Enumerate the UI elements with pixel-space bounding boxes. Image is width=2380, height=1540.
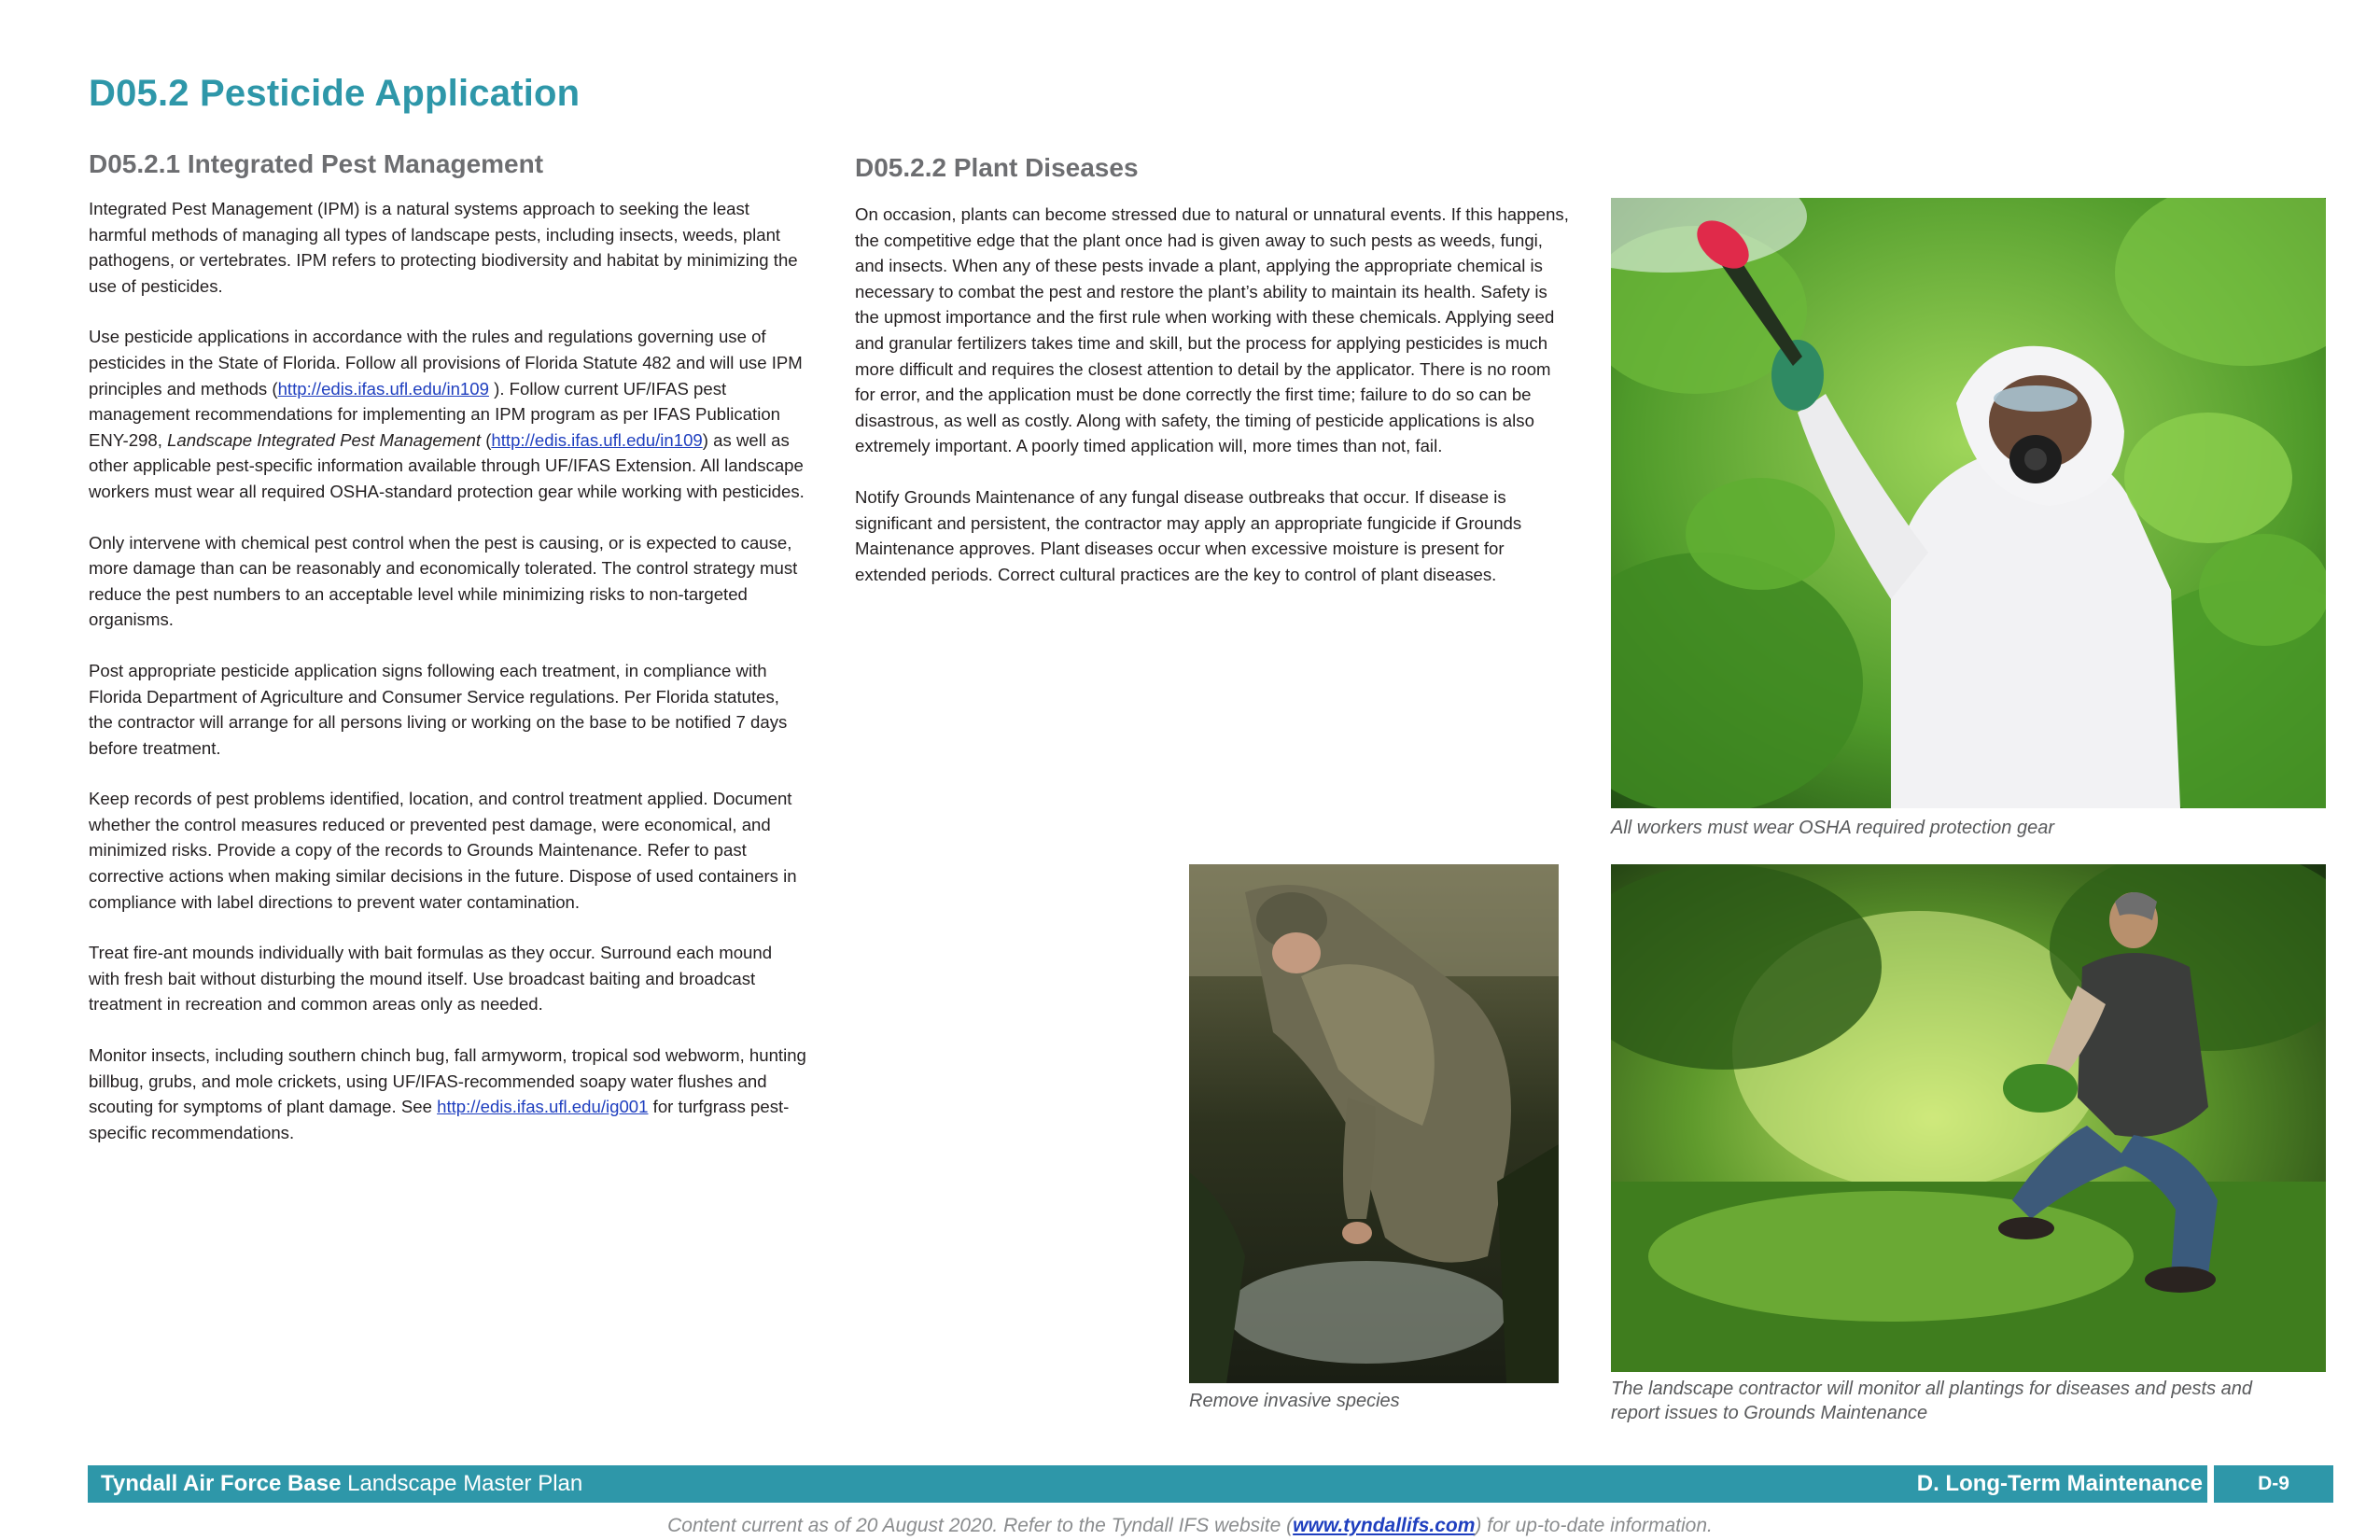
ipm-paragraph-6: Treat fire-ant mounds individually with bait formulas as they occur. Surround each mound with fresh bait without disturbing the mound itself. Use broadcast baiting and broadcast treatment in recreation and common areas only as needed.	[89, 943, 773, 1015]
disclaimer-text-b: ) for up-to-date information.	[1475, 1515, 1713, 1536]
ipm-paragraph-2	[89, 324, 807, 504]
footer-disclaimer	[0, 1515, 2380, 1537]
footer-org: Tyndall Air Force Base	[101, 1471, 342, 1496]
ipm-paragraph-7	[89, 1043, 807, 1145]
pesticide-sprayer-photo	[1611, 198, 2326, 808]
ipm-p2-text-b: ). Follow current UF/IFAS pest management recommendations for implementing an IPM program as per IFAS Publication ENY-298,	[89, 378, 781, 450]
sprayer-caption: All workers must wear OSHA required protection gear	[1611, 818, 2054, 838]
diseases-paragraph-1: On occasion, plants can become stressed due to natural or unnatural events. If this happens, the competitive edge that the plant once had is given away to such pests as weeds, fungi, and insects. When any of these pests invade a plant, applying the appropriate chemical is necessary to combat the pest and restore the plant’s ability to maintain its health. Safety is the upmost importance and the first rule when working with these chemicals. Applying seed and granular fertilizers takes time and skill, but the process for applying pesticides is much more difficult and requires the closest attention to detail by the applicator. There is no room for error, and the application must be done correctly the first time; failure to do so can be disastrous, as well as costly. Along with safety, the timing of pesticide applications is also extremely important. A poorly timed application will, more times than not, fail.	[855, 204, 1569, 456]
ipm-p2-text-d: ) as well as other applicable pest-specific information available through UF/IFAS Extension. All landscape workers must wear all required OSHA-standard protection gear while working with pesticides.	[89, 429, 805, 501]
tyndall-ifs-link[interactable]: www.tyndallifs.com	[1293, 1515, 1476, 1536]
page-title: D05.2 Pesticide Application	[89, 73, 581, 114]
footer-section-name: D. Long-Term Maintenance	[1916, 1471, 2203, 1496]
ipm-p2-text-c: (	[481, 429, 492, 450]
diseases-paragraph-2: Notify Grounds Maintenance of any fungal disease outbreaks that occur. If disease is significant and persistent, the contractor may apply an appropriate fungicide if Grounds Maintenance approves. Plant diseases occur when excessive moisture is present for extended periods. Correct cultural practices are the key to control of plant diseases.	[855, 486, 1522, 584]
ipm-heading: D05.2.1 Integrated Pest Management	[89, 149, 544, 178]
footer-divider	[2207, 1465, 2214, 1503]
page-number: D-9	[2258, 1473, 2289, 1494]
diseases-body	[855, 202, 1574, 587]
contractor-photo-illustration	[1611, 864, 2326, 1372]
contractor-inspecting-plants-photo	[1611, 864, 2326, 1372]
ipm-paragraph-4: Post appropriate pesticide application signs following each treatment, in compliance with Florida Department of Agriculture and Consumer Service regulations. Per Florida statutes, the contractor will arrange for all persons living or working on the base to be notified 7 days before treatment.	[89, 660, 788, 758]
ipm-paragraph-3: Only intervene with chemical pest control when the pest is causing, or is expected to cause, more damage than can be reasonably and economically tolerated. The control strategy must reduce the pest numbers to an acceptable level while minimizing risks to non-targeted organisms.	[89, 532, 798, 630]
footer-doc: Landscape Master Plan	[341, 1471, 583, 1496]
ipm-paragraph-1: Integrated Pest Management (IPM) is a natural systems approach to seeking the least harmful methods of managing all types of landscape pests, including insects, weeds, plant pathogens, or vertebrates. IPM refers to protecting biodiversity and habitat by minimizing the use of pesticides.	[89, 199, 798, 296]
soldier-removing-species-photo	[1189, 864, 1559, 1383]
diseases-heading: D05.2.2 Plant Diseases	[855, 153, 1139, 182]
soldier-photo-illustration	[1189, 864, 1559, 1383]
ipm-link-in109[interactable]: http://edis.ifas.ufl.edu/in109	[277, 378, 489, 399]
ipm-p7-text-b: for turfgrass pest-specific recommendations.	[89, 1097, 790, 1142]
disclaimer-text-a: Content current as of 20 August 2020. Refer to the Tyndall IFS website (	[667, 1515, 1294, 1536]
ipm-p2-text-a: Use pesticide applications in accordance with the rules and regulations governing use of pesticides in the State of Florida. Follow all provisions of Florida Statute 482 and will use IPM principles and methods (	[89, 327, 803, 399]
soldier-caption: Remove invasive species	[1189, 1391, 1400, 1411]
ipm-p7-text-a: Monitor insects, including southern chinch bug, fall armyworm, tropical sod webworm, hunting billbug, grubs, and mole crickets, using UF/IFAS-recommended soapy water flushes and scouting for symptoms of plant damage. See	[89, 1045, 806, 1117]
sprayer-photo-illustration	[1611, 198, 2326, 808]
ipm-link-ig001[interactable]: http://edis.ifas.ufl.edu/ig001	[437, 1097, 649, 1117]
contractor-caption: The landscape contractor will monitor all plantings for diseases and pests and report issues to Grounds Maintenance	[1611, 1379, 2253, 1423]
footer-document-title	[101, 1470, 582, 1498]
ipm-p2-publication-title: Landscape Integrated Pest Management	[167, 429, 482, 450]
ipm-link-in109-second[interactable]: http://edis.ifas.ufl.edu/in109	[491, 429, 703, 450]
ipm-paragraph-5: Keep records of pest problems identified, location, and control treatment applied. Document whether the control measures reduced or prevented pest damage, were economical, and minimized risks. Provide a copy of the records to Grounds Maintenance. Refer to past corrective actions when making similar decisions in the future. Dispose of used containers in compliance with label directions to prevent water contamination.	[89, 789, 797, 912]
ipm-body	[89, 196, 807, 1145]
